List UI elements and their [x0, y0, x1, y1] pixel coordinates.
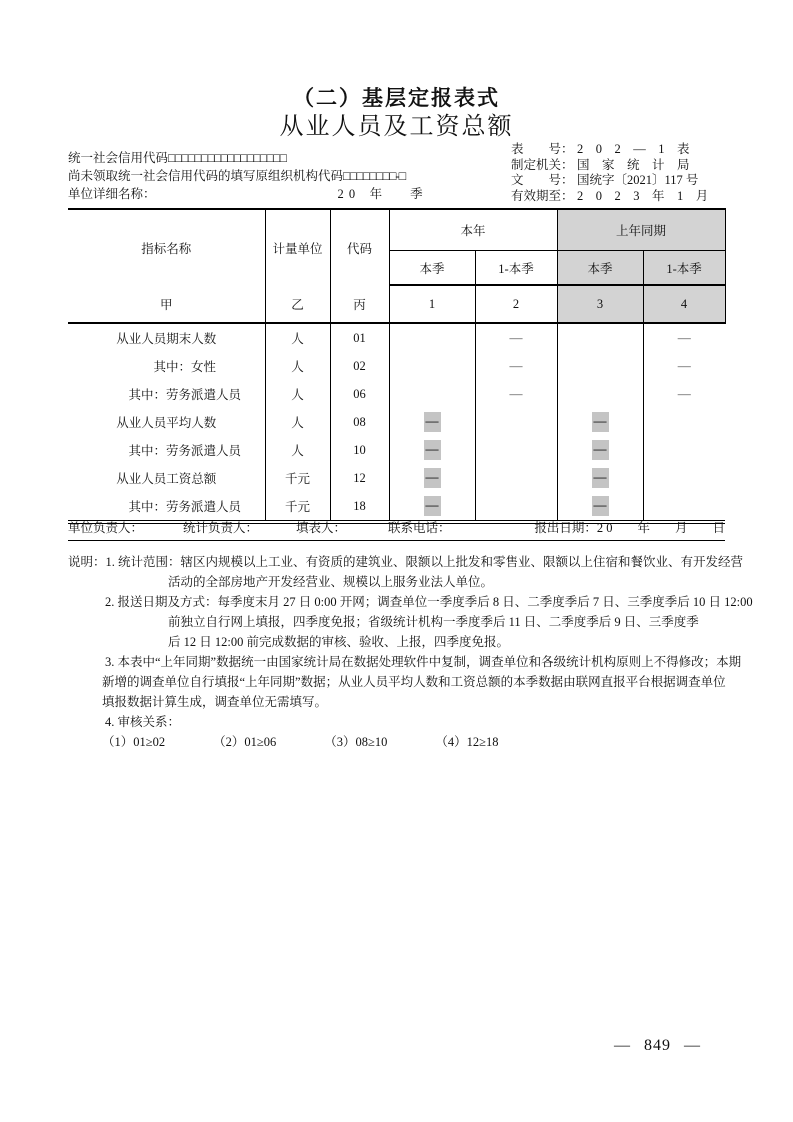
col-header-this-quarter-ly: 本季	[557, 251, 643, 286]
preparer-label: 填表人：	[296, 521, 347, 535]
row-code: 02	[330, 352, 389, 380]
header-left	[68, 149, 520, 203]
signer-strip	[68, 514, 725, 541]
unit-name-line	[68, 185, 520, 203]
title-block	[0, 86, 793, 142]
meta-label: 表 号：	[511, 142, 574, 156]
table-row-06	[68, 380, 725, 408]
note-line: 4. 审核关系：	[105, 715, 181, 729]
col-header-last-year: 上年同期	[557, 209, 725, 251]
note-line: 说明：1. 统计范围：辖区内规模以上工业、有资质的建筑业、限额以上批发和零售业、限额以上住宿和餐饮业、有开发经营	[68, 555, 744, 569]
table-row-02	[68, 352, 725, 380]
row-unit: 人	[265, 352, 330, 380]
col-letter: 1	[389, 285, 475, 323]
stats-head-label: 统计负责人：	[183, 521, 259, 535]
col-letter: 甲	[68, 285, 265, 323]
cell-value: —	[592, 496, 609, 516]
col-header-cum-quarter: 1-本季	[475, 251, 557, 286]
phone-label: 联系电话：	[388, 521, 451, 535]
meta-form-number	[511, 142, 741, 158]
col-letter: 3	[557, 285, 643, 323]
report-period: 2 0 年 季	[337, 187, 424, 201]
row-code: 01	[330, 323, 389, 352]
meta-document-number	[511, 173, 741, 189]
credit-code-label: 统一社会信用代码	[68, 151, 169, 165]
col-header-code: 代码	[330, 209, 389, 285]
check-relation: （3）08≥10	[324, 735, 388, 749]
report-date-value: 2 0 年 月 日	[596, 521, 725, 535]
note-line: 填报数据计算生成，调查单位无需填写。	[102, 695, 328, 709]
credit-code-line	[68, 149, 520, 167]
meta-valid-until	[511, 189, 741, 205]
report-date	[534, 518, 725, 536]
col-header-indicator: 指标名称	[141, 241, 192, 256]
row-code: 10	[330, 436, 389, 464]
org-code-label: 尚未领取统一社会信用代码的填写原组织机构代码	[68, 169, 344, 183]
check-relation: （4）12≥18	[435, 735, 499, 749]
col-letter: 2	[475, 285, 557, 323]
cell-value: —	[677, 386, 691, 401]
note-line: 2. 报送日期及方式：每季度末月 27 日 0:00 开网；调查单位一季度季后 8 日、二季度季后 7 日、三季度季后 10 日 12:00	[105, 595, 753, 609]
meta-label: 制定机关：	[511, 157, 574, 172]
col-letter: 丙	[330, 285, 389, 323]
cell-value: —	[677, 358, 691, 373]
row-code: 18	[330, 492, 389, 522]
row-label: 其中：劳务派遣人员	[128, 388, 241, 402]
row-unit: 千元	[265, 492, 330, 522]
cell-value: —	[424, 412, 441, 432]
report-date-label: 报出日期：	[534, 521, 597, 535]
row-unit: 人	[265, 323, 330, 352]
meta-value: 2 0 2 — 1 表	[577, 142, 690, 156]
org-code-line	[68, 167, 520, 185]
cell-value: —	[509, 358, 523, 373]
cell-value: —	[677, 330, 691, 345]
check-relation: （1）01≥02	[102, 735, 166, 749]
cell-value: —	[424, 468, 441, 488]
table-row-08	[68, 408, 725, 436]
row-label: 从业人员期末人数	[116, 332, 217, 346]
row-label: 其中：劳务派遣人员	[128, 444, 241, 458]
meta-value: 2 0 2 3 年 1 月	[577, 188, 709, 203]
section-title: （二）基层定报表式	[293, 87, 500, 110]
meta-label: 文 号：	[511, 173, 574, 187]
cell-value: —	[424, 440, 441, 460]
unit-head-label: 单位负责人：	[68, 521, 144, 535]
note-line: 活动的全部房地产开发经营业、规模以上服务业法人单位。	[168, 575, 494, 589]
col-header-this-year: 本年	[389, 209, 557, 251]
table-row-01	[68, 323, 725, 352]
table-row-12	[68, 464, 725, 492]
table-header-row-1	[68, 209, 725, 251]
note-line: 新增的调查单位自行填报“上年同期”数据；从业人员平均人数和工资总额的本季数据由联网直报平台根据调查单位	[102, 675, 726, 689]
cell-value: —	[424, 496, 441, 516]
row-unit: 人	[265, 380, 330, 408]
header-meta	[511, 142, 741, 204]
unit-name-label: 单位详细名称：	[68, 187, 156, 201]
form-title: 从业人员及工资总额	[279, 114, 514, 140]
org-code-boxes: □□□□□□□□-□	[343, 169, 406, 183]
row-code: 08	[330, 408, 389, 436]
cell-value: —	[509, 386, 523, 401]
meta-value: 国 家 统 计 局	[577, 157, 690, 172]
note-line: 后 12 日 12:00 前完成数据的审核、验收、上报，四季度免报。	[168, 635, 509, 649]
row-label: 其中：劳务派遣人员	[128, 500, 241, 514]
row-unit: 人	[265, 408, 330, 436]
cell-value: —	[592, 412, 609, 432]
col-letter: 4	[643, 285, 725, 323]
meta-value: 国统字〔2021〕117 号	[577, 173, 699, 187]
col-header-cum-quarter-ly: 1-本季	[643, 251, 725, 286]
row-label: 从业人员工资总额	[116, 472, 217, 486]
row-code: 12	[330, 464, 389, 492]
note-line: 前独立自行网上填报，四季度免报；省级统计机构一季度季后 11 日、二季度季后 9 日、三季度季	[168, 615, 699, 629]
col-header-unit: 计量单位	[265, 209, 330, 285]
cell-value: —	[592, 468, 609, 488]
check-relation: （2）01≥06	[213, 735, 277, 749]
cell-value: —	[509, 330, 523, 345]
table-row-10	[68, 436, 725, 464]
credit-code-boxes: □□□□□□□□□□□□□□□□□□	[168, 151, 286, 165]
notes-section	[68, 552, 768, 752]
note-line: 3. 本表中“上年同期”数据统一由国家统计局在数据处理软件中复制，调查单位和各级统计机构原则上不得修改；本期	[105, 655, 742, 669]
page-number: — 849 —	[614, 1037, 701, 1054]
row-unit: 千元	[265, 464, 330, 492]
meta-label: 有效期至：	[511, 188, 574, 203]
col-header-this-quarter: 本季	[389, 251, 475, 286]
row-label: 从业人员平均人数	[116, 416, 217, 430]
report-table	[68, 208, 726, 524]
column-letter-row	[68, 285, 725, 323]
meta-issuing-agency	[511, 158, 741, 174]
row-label: 其中：女性	[153, 360, 216, 374]
cell-value: —	[592, 440, 609, 460]
check-relations	[68, 732, 768, 752]
col-letter: 乙	[265, 285, 330, 323]
row-code: 06	[330, 380, 389, 408]
row-unit: 人	[265, 436, 330, 464]
